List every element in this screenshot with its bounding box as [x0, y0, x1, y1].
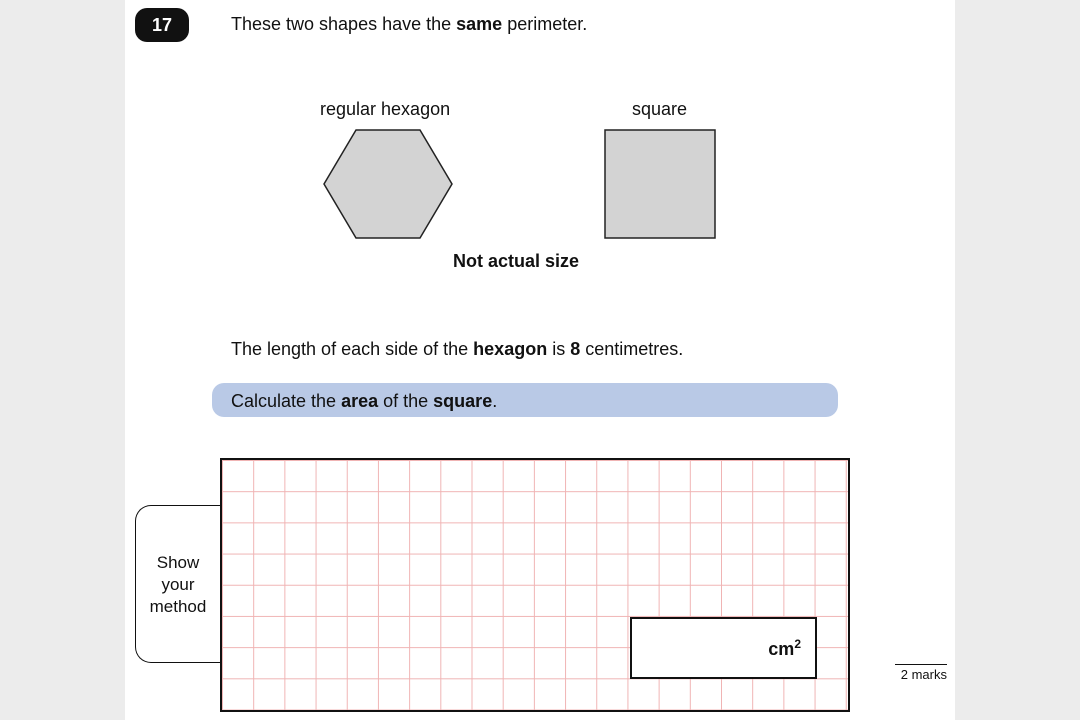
given-emphasis-value: 8 — [570, 339, 581, 359]
square-rect — [605, 130, 715, 238]
statement-emphasis: same — [456, 14, 503, 34]
given-text-end: centimetres. — [580, 339, 684, 359]
hexagon-label: regular hexagon — [320, 99, 451, 119]
task-text-mid: of the — [378, 391, 434, 411]
answer-unit — [768, 637, 801, 660]
exam-page — [125, 0, 955, 720]
task-emphasis-area: area — [341, 391, 379, 411]
show-method-line-3: method — [149, 597, 207, 616]
hexagon-polygon — [324, 130, 452, 238]
task-text-end: . — [492, 391, 498, 411]
not-actual-size-note: Not actual size — [453, 251, 580, 271]
square-label: square — [632, 99, 688, 119]
given-emphasis-shape: hexagon — [473, 339, 548, 359]
given-text-mid: is — [547, 339, 571, 359]
show-method-label — [135, 552, 221, 618]
unit-power: 2 — [794, 637, 801, 651]
answer-box[interactable] — [630, 617, 817, 679]
question-number-badge: 17 — [135, 8, 189, 42]
square-shape — [603, 128, 718, 241]
task-instruction — [231, 391, 497, 412]
unit-base: cm — [768, 639, 795, 659]
show-method-line-1: Show — [156, 553, 200, 572]
regular-hexagon-shape — [322, 128, 456, 241]
statement-text-end: perimeter. — [502, 14, 588, 34]
marks-label: 2 marks — [895, 664, 947, 682]
task-text: Calculate the — [231, 391, 342, 411]
task-banner — [212, 383, 838, 417]
show-method-line-2: your — [161, 575, 195, 594]
given-information — [231, 339, 683, 360]
statement-text: These two shapes have the — [231, 14, 457, 34]
question-statement — [231, 14, 587, 35]
task-emphasis-square: square — [433, 391, 493, 411]
given-text: The length of each side of the — [231, 339, 474, 359]
